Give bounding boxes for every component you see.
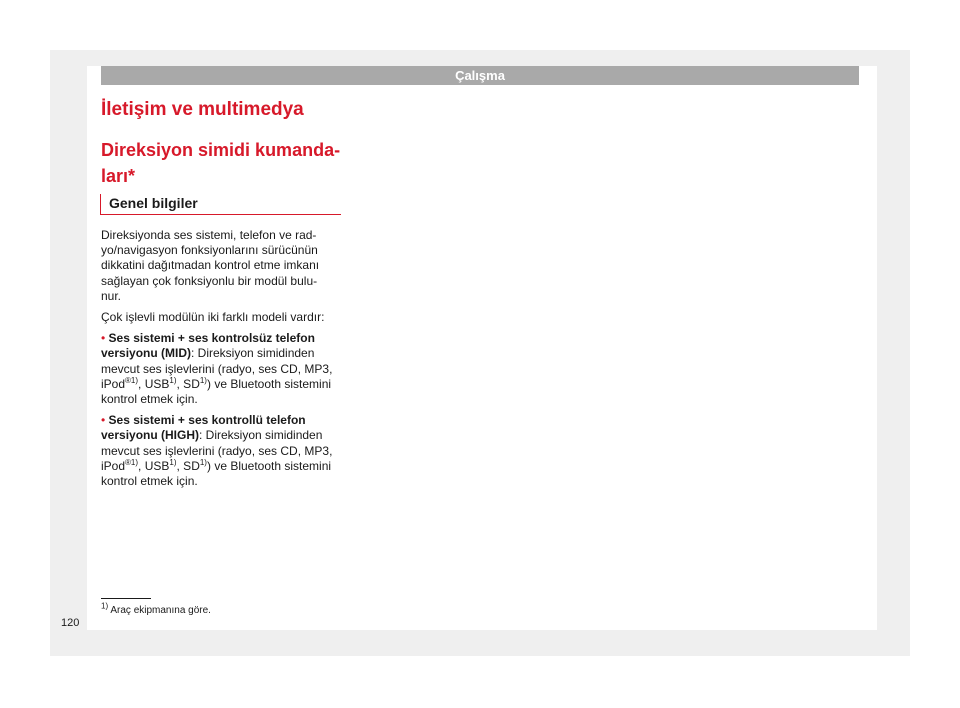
bullet-text: , USB xyxy=(138,376,170,391)
bullet-text: , SD xyxy=(176,458,200,473)
footnote-mark: 1) xyxy=(101,601,109,611)
bullet-text: : Direksiyon simidinden mevcut ses işlevlerini (radyo, ses CD, MP3, iPod xyxy=(101,428,333,473)
body-text xyxy=(101,228,351,495)
footnote-ref: 1) xyxy=(199,457,207,467)
footnote-divider xyxy=(101,598,151,599)
bullet-item-mid xyxy=(101,331,351,407)
footnote xyxy=(101,601,211,616)
bullet-text: : Direksiyon simidinden mevcut ses işlevlerini (radyo, ses CD, MP3, iPod xyxy=(101,346,333,391)
bullet-text: , SD xyxy=(176,376,200,391)
footnote-text: Araç ekipmanına göre. xyxy=(108,605,211,616)
bullet-text: , USB xyxy=(138,458,170,473)
bullet-text: ) ve Bluetooth sistemini kontrol etmek için. xyxy=(101,376,332,407)
chapter-title: İletişim ve multimedya xyxy=(101,99,304,120)
footnote-ref: 1) xyxy=(169,457,177,467)
bullet-heading: Ses sistemi + ses kontrolsüz telefon versiyonu (MID) xyxy=(101,331,315,361)
footnote-ref: 1) xyxy=(199,375,207,385)
section-header: Çalışma xyxy=(101,66,859,85)
bullet-heading: Ses sistemi + ses kontrollü telefon versiyonu (HIGH) xyxy=(101,413,306,443)
models-paragraph: Çok işlevli modülün iki farklı modeli vardır: xyxy=(101,310,325,325)
footnote-ref: 1) xyxy=(169,375,177,385)
bullet-text: ) ve Bluetooth sistemini kontrol etmek için. xyxy=(101,458,332,489)
bullet-icon: • xyxy=(101,413,106,428)
page-number: 120 xyxy=(61,617,80,629)
footnote-ref: ®1) xyxy=(125,457,139,467)
bullet-icon: • xyxy=(101,331,106,346)
bullet-item-high xyxy=(101,413,351,489)
footnote-ref: ®1) xyxy=(125,375,139,385)
section-title: Direksiyon simidi kumanda- ları* xyxy=(101,140,341,186)
subsection-title: Genel bilgiler xyxy=(109,195,198,211)
intro-paragraph: Direksiyonda ses sistemi, telefon ve rad- yo/navigasyon fonksiyonlarını sürücünün dikkatini dağıtmadan kontrol etme imkanı sağlayan çok fonksiyonlu bir modül bulu- nur. xyxy=(101,228,320,303)
